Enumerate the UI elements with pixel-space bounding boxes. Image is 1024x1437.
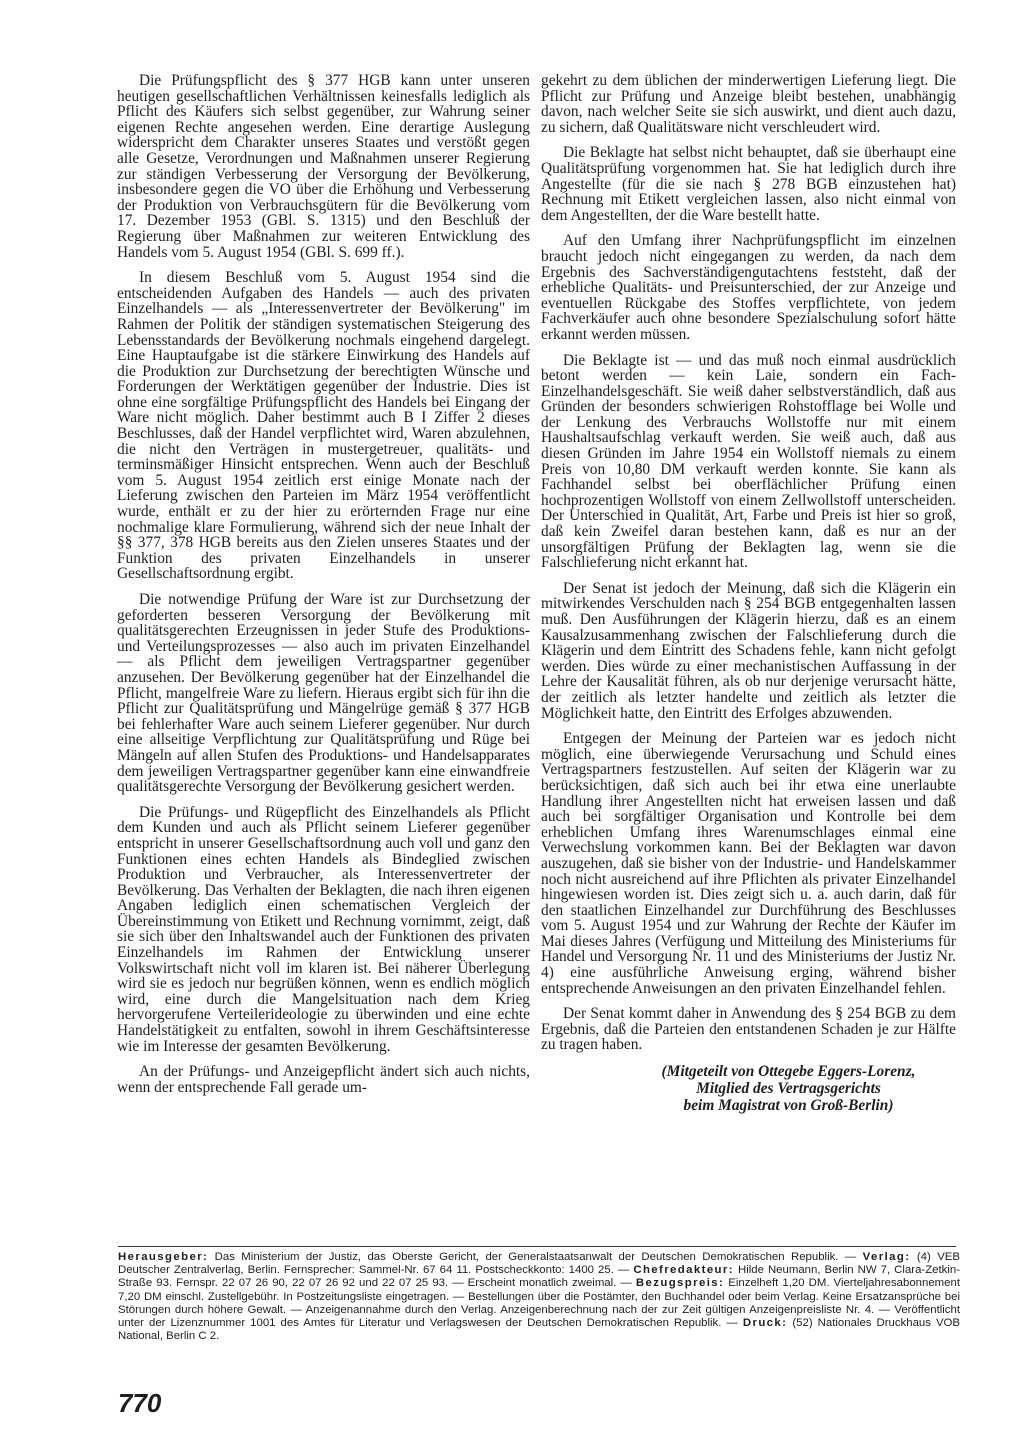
imprint-herausgeber-text: Das Ministerium der Justiz, das Oberste Gericht, der Generalstaatsanwalt der Deutschen Demokratischen Republik. — xyxy=(214,1251,857,1263)
imprint-bezugspreis-text: Einzelheft 1,20 DM. Vierteljahresabonnement 7,20 DM einschl. Zustellgebühr. In Postzeitungsliste eingetragen. — Bestellungen über die Postämter, den Buchhandel oder beim Verlag. Keine Ersatzansprüche bei Störungen durch höhere Gewalt. — Anzeigenannahme durch den Verlag. Anzeigenberechnung nach der zur Zeit gültigen Anzeigenpreisliste Nr. 4. — Veröffentlicht unter der Lizenznummer 1001 des Amtes für Literatur und Verlagswesen der Deutschen Demokratischen Republik. — xyxy=(118,1277,960,1330)
attribution xyxy=(541,1063,956,1114)
right-continuation-paragraph: gekehrt zu dem üblichen der minderwertigen Lieferung liegt. Die Pflicht zur Prüfung und Anzeige bleibt bestehen, unabhängig davon, nach welcher Seite sie sich auswirkt, und dient auch dazu, zu sichern, daß Qualitätsware nicht verschleudert wird. xyxy=(541,72,956,136)
right-paragraph-3: Die Beklagte ist — und das muß noch einmal ausdrücklich betont werden — kein Laie, sondern ein Fach-Einzelhandelsgeschäft. Sie weiß daher selbstverständlich, daß aus Gründen der besonders schwierigen Rohstofflage bei Wolle und der Lenkung des Verbrauchs Wollstoffe nur mit einem Haushaltsaufschlag verkauft werden. Sie weiß auch, daß aus diesen Gründen im Jahre 1954 ein Wollstoff niemals zu einem Preis von 10,80 DM verkauft werden konnte. Sie kann als Fachhandel selbst bei oberflächlicher Prüfung einen hochprozentigen Wollstoff von einem Zellwollstoff unterscheiden. Der Unterschied in Qualität, Art, Farbe und Preis ist hier so groß, daß kein Zweifel daran bestehen kann, daß es nur an der unsorgfältigen Prüfung der Beklagten lag, wenn sie die Falschlieferung nicht erkannt hat. xyxy=(541,351,956,572)
left-paragraph-3: Die notwendige Prüfung der Ware ist zur Durchsetzung der geforderten besseren Versorgung der Bevölkerung mit qualitätsgerechten Erzeugnissen in jeder Stufe des Produktions- und Verteilungsprozesses — also auch im privaten Einzelhandel — als Pflicht dem jeweiligen Vertragspartner gegenüber anzusehen. Der Bevölkerung gegenüber hat der Einzelhandel die Pflicht, mangelfreie Ware zu liefern. Hieraus ergibt sich für ihn die Pflicht zur Qualitätsprüfung und Mängelrüge gemäß § 377 HGB bei fehlerhafter Ware auch seinem Lieferer gegenüber. Nur durch eine allseitige Verpflichtung zur Qualitätsprüfung und Rüge bei Mängeln auf allen Stufen des Produktions- und Handelsapparates dem jeweiligen Vertragspartner gegenüber kann eine einwandfreie qualitätsgerechte Versorgung der Bevölkerung gesichert werden. xyxy=(117,591,530,796)
imprint-herausgeber-label: Herausgeber: xyxy=(118,1251,209,1263)
right-paragraph-1: Die Beklagte hat selbst nicht behauptet, daß sie überhaupt eine Qualitätsprüfung vorgenommen hat. Sie hat lediglich durch ihre Angestellte (für die sie nach § 278 BGB einzustehen hat) Rechnung mit Etikett vergleichen lassen, also nicht einmal von dem Angestellten, der die Ware bestellt hatte. xyxy=(541,144,956,224)
right-paragraph-2: Auf den Umfang ihrer Nachprüfungspflicht im einzelnen braucht jedoch nicht eingegangen zu werden, da nach dem Ergebnis des Sachverständigengutachtens feststeht, daß der erhebliche Qualitäts- und Preisunterschied, der zur Anzeige und eventuellen Rückgabe des Stoffes verpflichtete, von jedem Fachverkäufer auch ohne besondere Spezialschulung sofort hätte erkannt werden müssen. xyxy=(541,232,956,343)
imprint-chefredakteur-label: Chefredakteur: xyxy=(633,1264,734,1277)
imprint-verlag-text: (4) VEB Deutscher Zentralverlag, Berlin. Fernsprecher: Sammel-Nr. 67 64 11. Postscheckkonto: 1400 25. — xyxy=(118,1251,960,1277)
left-paragraph-2: In diesem Beschluß vom 5. August 1954 sind die entscheidenden Aufgaben des Handels — auch des privaten Einzelhandels — als „Interessenvertreter der Bevölkerung" im Rahmen der Politik der ständigen systematischen Steigerung des Lebensstandards der Bevölkerung nochmals eingehend dargelegt. Eine Hauptaufgabe ist die stärkere Einwirkung des Handels auf die Produktion zur Durchsetzung der berechtigten Wünsche und Forderungen der Werktätigen gegenüber der Industrie. Dies ist ohne eine sorgfältige Prüfungspflicht des Handels bei Eingang der Ware nicht möglich. Daher bestimmt auch B I Ziffer 2 dieses Beschlusses, daß der Handel verpflichtet wird, Waren abzulehnen, die nicht den Verträgen in mustergetreuer, qualitäts- und terminsmäßiger Hinsicht entsprechen. Wenn auch der Beschluß vom 5. August 1954 zeitlich erst einige Monate nach der Lieferung zwischen den Parteien im März 1954 veröffentlicht wurde, enthält er zu der hier zu erörternden Frage nur eine nochmalige klare Formulierung, während sich der neue Inhalt der §§ 377, 378 HGB bereits aus den Zielen unseres Staates und der Funktion des privaten Einzelhandels in unserer Gesellschaftsordnung ergibt. xyxy=(117,269,530,583)
imprint-druck-text: (52) Nationales Druckhaus VOB National, Berlin C 2. xyxy=(118,1317,961,1343)
right-column xyxy=(541,73,956,1114)
attribution-line-2: Mitglied des Vertragsgerichts xyxy=(696,1080,881,1098)
imprint-druck-label: Druck: xyxy=(742,1317,788,1330)
left-paragraph-4: Die Prüfungs- und Rügepflicht des Einzelhandels als Pflicht dem Kunden und auch als Pflicht seinem Lieferer gegenüber entspricht in unserer Gesellschaftsordnung auch voll und ganz den Funktionen eines echten Handels als Bindeglied zwischen Produktion und Verbraucher, als Interessenvertreter der Bevölkerung. Das Verhalten der Beklagten, die nach ihren eigenen Angaben lediglich einen schematischen Vergleich der Übereinstimmung von Etikett und Rechnung vornimmt, zeigt, daß sie sich über den Inhaltswandel auch der Funktionen des privaten Einzelhandels im Rahmen der Entwicklung unserer Volkswirtschaft nicht voll im klaren ist. Bei näherer Überlegung wird sie es jedoch nur begrüßen können, wenn es endlich möglich wird, eine durch die Mangelsituation nach dem Krieg hervorgerufene Verteilerideologie zu überwinden und eine echte Handelstätigkeit zu entfalten, sowohl in ihrem Geschäftsinteresse wie im Interesse der gesamten Bevölkerung. xyxy=(117,803,530,1055)
imprint-bezugspreis-label: Bezugspreis: xyxy=(635,1277,725,1290)
left-paragraph-5: An der Prüfungs- und Anzeigepflicht ändert sich auch nichts, wenn der entsprechende Fall gerade um- xyxy=(117,1063,530,1096)
imprint-divider xyxy=(118,1246,956,1247)
imprint xyxy=(118,1251,960,1343)
right-paragraph-5: Entgegen der Meinung der Parteien war es jedoch nicht möglich, eine überwiegende Verursachung und Schuld eines Vertragspartners festzustellen. Auf seiten der Klägerin war zu berücksichtigen, daß sich auch bei ihr etwa eine unerlaubte Handlung ihrer Angestellten nicht hat erweisen lassen und daß auch bei sorgfältiger Organisation und Kontrolle bei dem erheblichen Umfang ihres Warenumschlages einmal eine Verwechslung vorkommen kann. Bei der Beklagten war davon auszugehen, daß sie bisher von der Industrie- und Handelskammer noch nicht ausreichend auf ihre Pflichten als privater Einzelhandel hingewiesen worden ist. Dies zeigt sich u. a. auch darin, daß für den staatlichen Einzelhandel zur Durchführung des Beschlusses vom 5. August 1954 und zur Wahrung der Rechte der Käufer im Mai dieses Jahres (Verfügung und Mitteilung des Ministeriums für Handel und Versorgung Nr. 11 und des Ministeriums der Justiz Nr. 4) eine ausführliche Anweisung erging, während bisher entsprechende Anweisungen an den privaten Einzelhandel fehlen. xyxy=(541,730,956,997)
left-paragraph-1: Die Prüfungspflicht des § 377 HGB kann unter unseren heutigen gesellschaftlichen Verhältnissen keinesfalls lediglich als Pflicht des Käufers sich selbst gegenüber, zur Wahrung seiner eigenen Rechte angesehen werden. Eine derartige Auslegung widerspricht dem Charakter unseres Staates und verstößt gegen alle Gesetze, Verordnungen und Maßnahmen unserer Regierung zur ständigen Verbesserung der Versorgung der Bevölkerung, insbesondere gegen die VO über die Erhöhung und Verbesserung der Produktion von Verbrauchsgütern für die Bevölkerung vom 17. Dezember 1953 (GBl. S. 1315) und den Beschluß der Regierung über Maßnahmen zur weiteren Entwicklung des Handels vom 5. August 1954 (GBl. S. 699 ff.). xyxy=(117,72,530,261)
imprint-verlag-label: Verlag: xyxy=(862,1251,911,1263)
attribution-line-1: (Mitgeteilt von Ottegebe Eggers-Lorenz, xyxy=(661,1063,916,1081)
page-number: 770 xyxy=(118,1388,162,1418)
attribution-line-3: beim Magistrat von Groß-Berlin) xyxy=(683,1097,894,1115)
right-paragraph-6: Der Senat kommt daher in Anwendung des § 254 BGB zu dem Ergebnis, daß die Parteien den entstandenen Schaden je zur Hälfte zu tragen haben. xyxy=(541,1005,956,1054)
imprint-chefredakteur-text: Hilde Neumann, Berlin NW 7, Clara-Zetkin-Straße 93. Fernspr. 22 07 26 90, 22 07 26 92 und 22 07 25 93. — Erscheint monatlich zweimal. — xyxy=(118,1264,961,1290)
left-column xyxy=(117,73,530,1105)
right-paragraph-4: Der Senat ist jedoch der Meinung, daß sich die Klägerin ein mitwirkendes Verschulden nach § 254 BGB entgegenhalten lassen muß. Den Ausführungen der Klägerin hierzu, daß es an einem Kausalzusammenhang zwischen der Falschlieferung durch die Klägerin und dem Eintritt des Schadens fehle, kann nicht gefolgt werden. Dies würde zu einer mechanistischen Auffassung in der Lehre der Kausalität führen, als ob nur derjenige verursacht hätte, der zeitlich als letzter handelte und zeitlich als letzter die Möglichkeit hatte, den Eintritt des Erfolges abzuwenden. xyxy=(541,579,956,722)
